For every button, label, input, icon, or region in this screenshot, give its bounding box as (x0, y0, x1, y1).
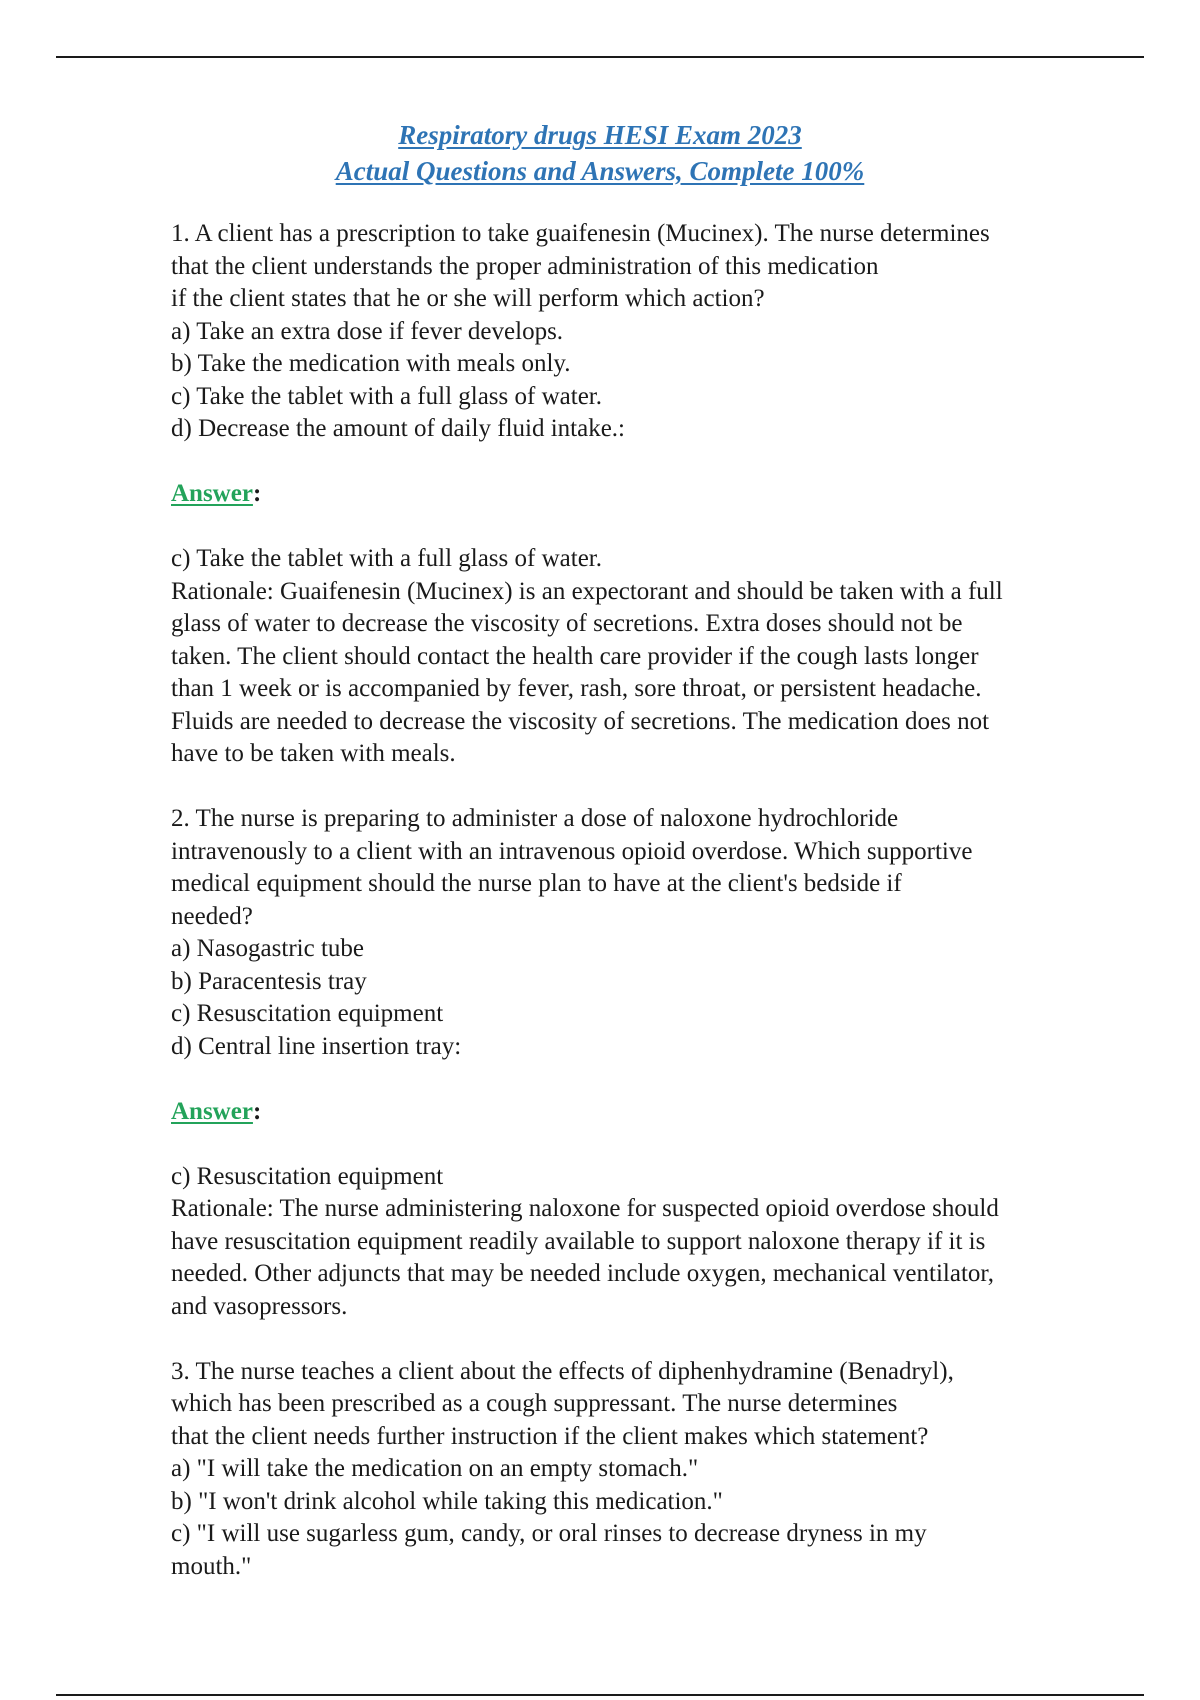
question-stem-line: 3. The nurse teaches a client about the effects of diphenhydramine (Benadryl), (171, 1357, 954, 1385)
option-d: d) Central line insertion tray: (171, 1032, 462, 1060)
top-rule (56, 56, 1144, 58)
rationale-line: have to be taken with meals. (171, 740, 456, 767)
title-line-2: Actual Questions and Answers, Complete 100% (335, 156, 865, 186)
answer-label: Answer (171, 1097, 253, 1125)
document-title (0, 117, 1200, 189)
option-c-continued: mouth." (171, 1552, 252, 1580)
bottom-rule (56, 1694, 1144, 1696)
question-2 (171, 803, 1131, 1323)
option-a: a) Nasogastric tube (171, 935, 364, 962)
answer-heading: Answer: (171, 480, 262, 507)
option-c: c) "I will use sugarless gum, candy, or oral rinses to decrease dryness in my (171, 1520, 927, 1547)
rationale-line: Rationale: The nurse administering naloxone for suspected opioid overdose should (171, 1195, 999, 1222)
option-a: a) "I will take the medication on an empty stomach." (171, 1455, 699, 1482)
question-3 (171, 1356, 1131, 1584)
question-1 (171, 218, 1131, 771)
rationale-line: taken. The client should contact the health care provider if the cough lasts longer (171, 642, 979, 670)
question-stem-line: 1. A client has a prescription to take guaifenesin (Mucinex). The nurse determines (171, 220, 990, 247)
option-b: b) Take the medication with meals only. (171, 350, 571, 377)
answer-text: c) Take the tablet with a full glass of water. (171, 545, 602, 572)
option-b: b) "I won't drink alcohol while taking this medication." (171, 1487, 723, 1515)
question-stem-line: that the client understands the proper administration of this medication (171, 252, 879, 280)
option-c: c) Take the tablet with a full glass of water. (171, 382, 602, 410)
answer-label: Answer (171, 480, 253, 507)
rationale-line: and vasopressors. (171, 1292, 348, 1320)
option-c: c) Resuscitation equipment (171, 1000, 444, 1027)
question-stem-line: intravenously to a client with an intravenous opioid overdose. Which supportive (171, 837, 973, 865)
rationale-line: Fluids are needed to decrease the viscosity of secretions. The medication does not (171, 707, 990, 735)
question-stem-line: medical equipment should the nurse plan to have at the client's bedside if (171, 870, 902, 897)
question-stem-line: if the client states that he or she will perform which action? (171, 285, 765, 312)
rationale-line: Rationale: Guaifenesin (Mucinex) is an expectorant and should be taken with a full (171, 577, 1003, 605)
option-a: a) Take an extra dose if fever develops. (171, 317, 564, 345)
question-stem-line: which has been prescribed as a cough suppressant. The nurse determines (171, 1390, 898, 1417)
question-stem-line: that the client needs further instruction if the client makes which statement? (171, 1422, 929, 1450)
rationale-line: glass of water to decrease the viscosity of secretions. Extra doses should not be (171, 610, 963, 637)
answer-text: c) Resuscitation equipment (171, 1162, 444, 1190)
title-line-1: Respiratory drugs HESI Exam 2023 (398, 120, 802, 150)
answer-heading: Answer: (171, 1097, 262, 1125)
rationale-line: have resuscitation equipment readily available to support naloxone therapy if it is (171, 1227, 986, 1255)
question-stem-line: needed? (171, 902, 253, 930)
rationale-line: needed. Other adjuncts that may be needed include oxygen, mechanical ventilator, (171, 1260, 994, 1287)
question-stem-line: 2. The nurse is preparing to administer a dose of naloxone hydrochloride (171, 805, 899, 832)
option-b: b) Paracentesis tray (171, 967, 367, 995)
document-body (171, 218, 1131, 1583)
option-d: d) Decrease the amount of daily fluid intake.: (171, 415, 626, 442)
rationale-line: than 1 week or is accompanied by fever, rash, sore throat, or persistent headache. (171, 675, 982, 702)
